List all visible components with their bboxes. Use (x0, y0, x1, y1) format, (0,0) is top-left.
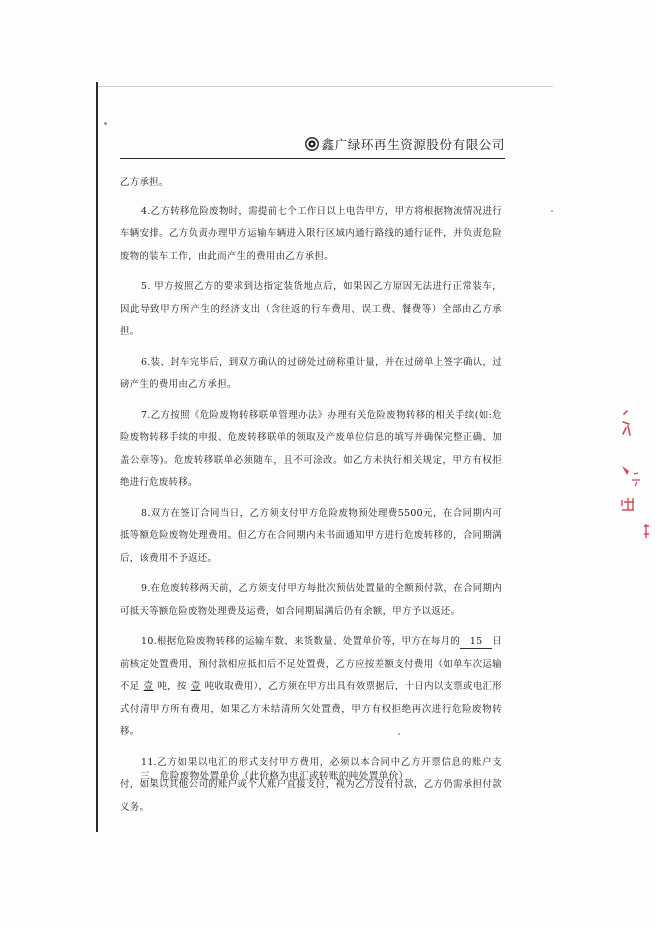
company-name: 鑫广绿环再生资源股份有限公司 (321, 137, 505, 152)
clause-6: 6.装、封车完毕后，到双方确认的过磅处过磅称重计量，并在过磅单上签字确认，过磅产生的费用由乙方承担。 (120, 356, 502, 390)
page-header (120, 133, 505, 159)
page-left-edge-line (96, 82, 98, 832)
scan-speck (398, 733, 400, 735)
clause-4: 4.乙方转移危险废物时，需提前七个工作日以上电告甲方，甲方将根据物流情况进行车辆安排。乙方负责办理甲方运输车辆进入限行区域内通行路线的通行证件，并负责危险废物的装车工作，由此而产生的费用由乙方承担。 (120, 205, 502, 262)
clause-7: 7.乙方按照《危险废物转移联单管理办法》办理有关危险废物转移的相关手续(如:危险废物转移手续的申报、危废转移联单的领取及产废单位信息的填写并确保完整正确、加盖公章等)。危废转移联单必须随车，且不可涂改。如乙方未执行相关规定，甲方有权拒绝进行危废转移。 (120, 409, 502, 488)
clause-10: 10.根据危险废物转移的运输车数、来货数量、处置单价等，甲方在每月的 15 日前核定处置费用，预付款相应抵扣后不足处置费，乙方应按差额支付费用（如单车次运输不足 壹 吨，按 壹 吨收取费用），乙方须在甲方出具有效票据后，十日内以支票或电汇形式付清甲方所有费用，如果乙方未结清所欠处置费，甲方有权拒绝再次进行危险废物转移。 (120, 636, 502, 737)
contract-body (120, 172, 502, 827)
clause-5: 5. 甲方按照乙方的要求到达指定装货地点后，如果因乙方原因无法进行正常装车，因此导致甲方所产生的经济支出（含往返的行车费用、误工费、餐费等）全部由乙方承担。 (120, 281, 502, 337)
header-underline (120, 158, 505, 159)
section-3-title: 三、危险废物处置单价（此价格为电汇或转账的吨处置单价） (140, 771, 409, 782)
scan-speck (551, 210, 553, 212)
clause-11: 11.乙方如果以电汇的形式支付甲方费用，必须以本合同中乙方开票信息的账户支付，如果以其他公司的账户或个人账户直接支付，视为乙方没有付款，乙方仍需承担付款义务。 (120, 756, 502, 813)
company-header (305, 135, 505, 153)
billing-day-blank: 15 (460, 636, 492, 649)
partial-seal-stamp (618, 408, 655, 558)
clause-8: 8.双方在签订合同当日，乙方须支付甲方危险废物预处理费5500元，在合同期内可抵等额危险废物处理费用。但乙方在合同期内未书面通知甲方进行危废转移的，合同期满后，该费用不予返还。 (120, 507, 502, 564)
clause-continuation: 乙方承担。 (120, 177, 169, 188)
page-top-edge-line (98, 86, 553, 87)
scan-speck (104, 122, 107, 125)
charge-ton-blank: 壹 (190, 681, 201, 692)
minimum-ton-blank: 壹 (143, 681, 154, 692)
clause-9: 9.在危废转移两天前，乙方须支付甲方每批次预估处置量的全额预付款，在合同期内可抵天等额危险废物处理费及运费，如合同期届满后仍有余额，甲方予以返还。 (120, 583, 502, 617)
circular-company-logo-icon (305, 137, 319, 151)
